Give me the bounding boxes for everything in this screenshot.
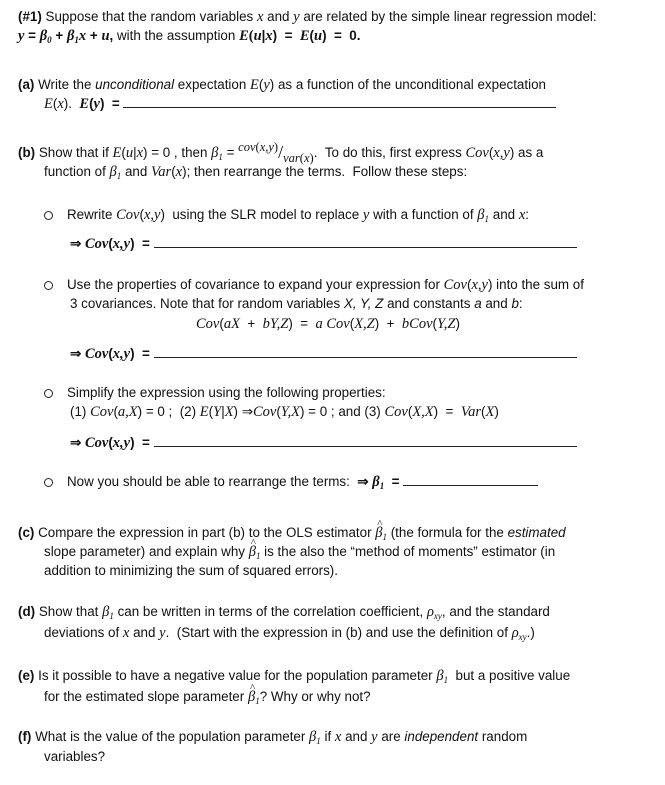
part-e-line1: (e) Is it possible to have a negative value for the population parameter $\beta_1$ but a positive value (18, 668, 571, 685)
part-a-answer-blank[interactable] (123, 95, 556, 108)
step-3-answer: ⇒ Cov(x,y) = (70, 434, 577, 452)
part-c-label: (c) (18, 525, 35, 540)
part-b-line2: function of $\beta_1$ and Var(x); then rearrange the terms. Follow these steps: (44, 164, 468, 181)
step-1-answer-blank[interactable] (154, 235, 577, 248)
part-e-line2: for the estimated slope parameter ^ $\beta_1$? Why or why not? (44, 688, 371, 710)
step-4: Now you should be able to rearrange the terms: ⇒ $\beta_1$ = (44, 473, 538, 495)
part-f-line1: (f) What is the value of the population parameter $\beta_1$ if x and y are independent random (18, 729, 528, 746)
step-3-line1: Simplify the expression using the following properties: (44, 384, 386, 402)
step-2-answer-blank[interactable] (154, 345, 577, 358)
covariance-property-formula: Cov(aX + bY,Z) = a Cov(X,Z) + bCov(Y,Z) (196, 316, 460, 332)
part-a-label: (a) (18, 77, 35, 92)
part-d-line1: (d) Show that $\beta_1$ can be written in terms of the correlation coefficient, $\rho_{xy}$, and the standard (18, 604, 550, 621)
step-2-line2: 3 covariances. Note that for random variables X, Y, Z and constants a and b: (70, 296, 523, 311)
bullet-icon (44, 211, 53, 220)
part-f-line2: variables? (44, 749, 106, 764)
step-4-answer-blank[interactable] (403, 473, 538, 486)
part-b-line1: (b) Show that if E(u|x) = 0 , then $\beta_1 = cov(x,y)/var(x)$. To do this, first express Cov(x,y) as a (18, 140, 544, 165)
step-2-answer: ⇒ Cov(x,y) = (70, 345, 577, 363)
part-a-line1: (a) Write the unconditional expectation E(y) as a function of the unconditional expectation (18, 77, 546, 93)
part-c-line1: (c) Compare the expression in part (b) to the OLS estimator ^ $\beta_1$ (the formula for the estimated (18, 524, 566, 546)
bullet-icon (44, 281, 53, 290)
problem-intro: (#1) Suppose that the random variables x and y are related by the simple linear regression model: (18, 9, 597, 25)
part-f-label: (f) (18, 729, 32, 744)
regression-model: $y = \beta_0 + \beta_1x + u$, with the assumption E(u|x) = E(u) = 0. (18, 28, 361, 45)
part-d-line2: deviations of x and y. (Start with the expression in (b) and use the definition of $\rho_{xy}$.) (44, 625, 535, 642)
part-d-label: (d) (18, 604, 36, 619)
problem-number: (#1) (18, 9, 42, 24)
part-c-line3: addition to minimizing the sum of squared errors). (44, 563, 338, 578)
bullet-icon (44, 478, 53, 487)
part-a-line2: E(x). E(y) = (44, 95, 556, 113)
step-1-answer: ⇒ Cov(x,y) = (70, 235, 577, 253)
part-e-label: (e) (18, 668, 35, 683)
part-c-line2: slope parameter) and explain why ^ $\beta_1$ is the also the “method of moments” estimator (in (44, 543, 555, 565)
bullet-icon (44, 389, 53, 398)
step-2-line1: Use the properties of covariance to expand your expression for Cov(x,y) into the sum of (44, 276, 584, 294)
step-1: Rewrite Cov(x,y) using the SLR model to replace y with a function of $\beta_1$ and x: (44, 206, 529, 228)
step-3-answer-blank[interactable] (154, 434, 577, 447)
step-3-line2: (1) Cov(a,X) = 0 ; (2) E(Y|X) ⇒Cov(Y,X) = 0 ; and (3) Cov(X,X) = Var(X) (70, 404, 499, 420)
part-b-label: (b) (18, 145, 36, 160)
